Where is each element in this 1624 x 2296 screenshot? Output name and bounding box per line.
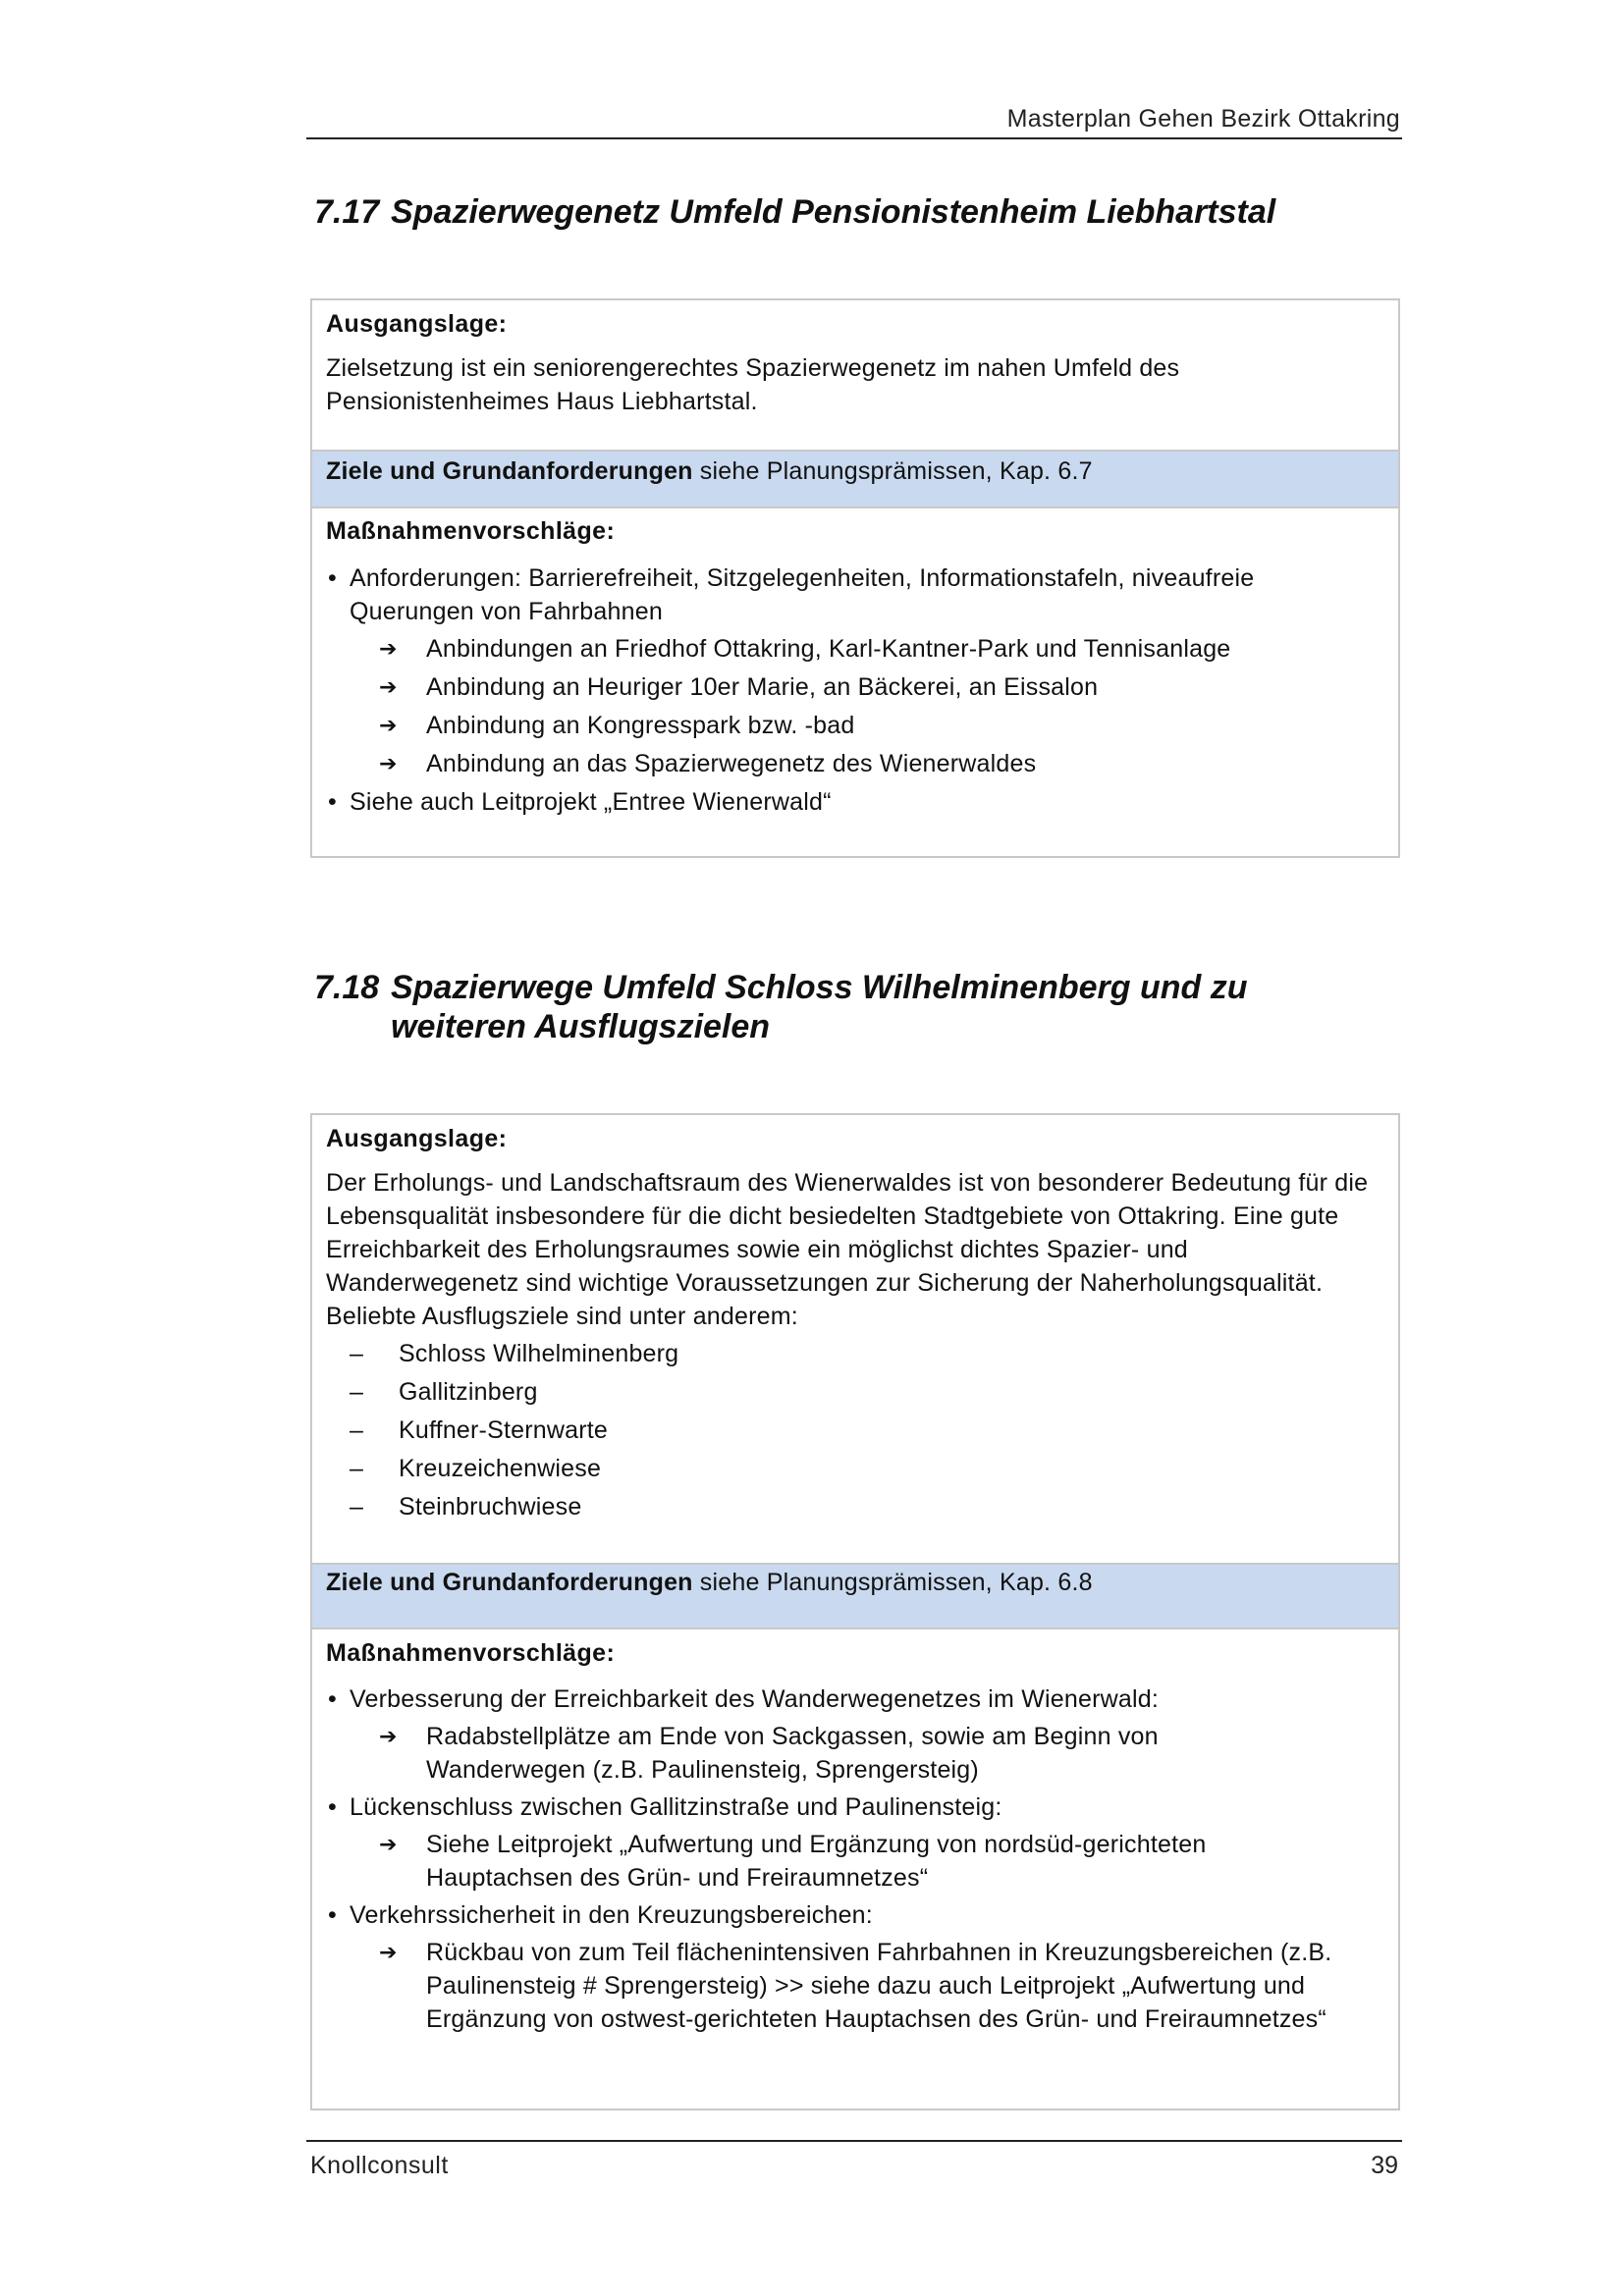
bullet-icon: • (328, 1901, 337, 1929)
arrow-icon: ➔ (379, 636, 398, 661)
arrow-text: Rückbau von zum Teil flächenintensiven Fahrbahnen in Kreuzungsbereichen (z.B. Paulinensteig # Sprengersteig) >> siehe dazu auch Leitprojekt „Aufwertung und Ergänzung von ostwest-gerichteten Hauptachsen des Grün- und Freiraumnetzes“ (426, 1939, 1332, 2033)
footer-rule (306, 2140, 1402, 2142)
list-item (326, 1375, 1384, 1409)
section-number: 7.17 (314, 193, 380, 231)
arrow-text: Anbindung an das Spazierwegenetz des Wienerwaldes (426, 750, 1037, 777)
footer-company: Knollconsult (310, 2152, 449, 2179)
arrow-icon: ➔ (379, 1832, 398, 1856)
list-item (326, 632, 1384, 666)
list-item (326, 1898, 1357, 2036)
massnahmen-label: Maßnahmenvorschläge: (326, 1639, 616, 1667)
ziele-band (312, 450, 1398, 508)
section-7-18-box (310, 1113, 1400, 2110)
arrow-icon: ➔ (379, 751, 398, 775)
dash-icon: – (350, 1416, 364, 1444)
page-header: Masterplan Gehen Bezirk Ottakring (1006, 105, 1400, 133)
list-item (326, 1682, 1357, 1787)
list-item (326, 1828, 1259, 1895)
list-item (326, 561, 1384, 780)
list-item (326, 709, 1384, 742)
ziele-band (312, 1563, 1398, 1629)
list-item (326, 747, 1384, 780)
arrow-icon: ➔ (379, 1940, 398, 1964)
list-text: Gallitzinberg (399, 1378, 538, 1406)
dash-icon: – (350, 1455, 364, 1482)
bullet-text: Verbesserung der Erreichbarkeit des Wanderwegenetzes im Wienerwald: (350, 1685, 1159, 1713)
arrow-icon: ➔ (379, 1724, 398, 1748)
dash-icon: – (350, 1378, 364, 1406)
ziele-bold: Ziele und Grundanforderungen (326, 1569, 693, 1596)
section-title-line1: Spazierwege Umfeld Schloss Wilhelminenberg und zu (391, 969, 1248, 1006)
list-item (326, 1490, 1384, 1523)
section-7-18-title (314, 968, 1394, 1046)
bullet-text: Siehe auch Leitprojekt „Entree Wienerwald“ (350, 788, 832, 816)
list-item (326, 1790, 1357, 1895)
arrow-text: Radabstellplätze am Ende von Sackgassen, sowie am Beginn von Wanderwegen (z.B. Paulinensteig, Sprengersteig) (426, 1723, 1159, 1784)
ziele-ref: siehe Planungsprämissen, Kap. 6.8 (692, 1569, 1093, 1596)
ausgangslage-label: Ausgangslage: (326, 310, 508, 338)
list-text: Schloss Wilhelminenberg (399, 1340, 679, 1367)
arrow-text: Siehe Leitprojekt „Aufwertung und Ergänzung von nordsüd-gerichteten Hauptachsen des Grün- und Freiraumnetzes“ (426, 1831, 1207, 1892)
dash-icon: – (350, 1340, 364, 1367)
bullet-text: Anforderungen: Barrierefreiheit, Sitzgelegenheiten, Informationstafeln, niveaufreie Querungen von Fahrbahnen (350, 564, 1255, 625)
list-text: Kuffner-Sternwarte (399, 1416, 608, 1444)
section-7-17-title (314, 192, 1394, 232)
section-title-text: Spazierwegenetz Umfeld Pensionistenheim Liebhartstal (391, 193, 1276, 231)
ausgangslage-label: Ausgangslage: (326, 1125, 508, 1152)
list-text: Kreuzeichenwiese (399, 1455, 602, 1482)
arrow-text: Anbindung an Heuriger 10er Marie, an Bäckerei, an Eissalon (426, 673, 1099, 701)
list-text: Steinbruchwiese (399, 1493, 582, 1521)
arrow-text: Anbindungen an Friedhof Ottakring, Karl-Kantner-Park und Tennisanlage (426, 635, 1231, 663)
page-number: 39 (1371, 2152, 1398, 2179)
list-item (326, 1337, 1384, 1370)
arrow-text: Anbindung an Kongresspark bzw. -bad (426, 712, 855, 739)
list-item (326, 1414, 1384, 1447)
section-7-17-box (310, 298, 1400, 858)
list-item (326, 670, 1384, 704)
ausgangslage-text: Der Erholungs- und Landschaftsraum des Wienerwaldes ist von besonderer Bedeutung für die Lebensqualität insbesondere für die dicht besiedelten Stadtgebiete von Ottakring. Eine gute Erreichbarkeit des Erholungsraumes sowie ein möglichst dichtes Spazier- und Wanderwegenetz sind wichtige Voraussetzungen zur Sicherung der Naherholungsqualität. Beliebte Ausflugsziele sind unter anderem: (326, 1169, 1369, 1330)
section-number: 7.18 (314, 969, 380, 1006)
dash-icon: – (350, 1493, 364, 1521)
section-title-line2: weiteren Ausflugszielen (391, 1008, 771, 1045)
bullet-icon: • (328, 564, 337, 592)
ziele-bold: Ziele und Grundanforderungen (326, 457, 693, 485)
list-item (326, 1936, 1367, 2036)
bullet-icon: • (328, 788, 337, 816)
arrow-icon: ➔ (379, 713, 398, 737)
bullet-text: Verkehrssicherheit in den Kreuzungsbereichen: (350, 1901, 873, 1929)
header-rule (306, 137, 1402, 139)
list-item (326, 1452, 1384, 1485)
bullet-text: Lückenschluss zwischen Gallitzinstraße und Paulinensteig: (350, 1793, 1002, 1821)
massnahmen-label: Maßnahmenvorschläge: (326, 517, 616, 545)
ziele-ref: siehe Planungsprämissen, Kap. 6.7 (692, 457, 1093, 485)
list-item (326, 785, 1384, 819)
list-item (326, 1720, 1210, 1787)
bullet-icon: • (328, 1793, 337, 1821)
ausgangslage-text: Zielsetzung ist ein seniorengerechtes Spazierwegenetz im nahen Umfeld des Pensionistenheimes Haus Liebhartstal. (326, 354, 1180, 415)
bullet-icon: • (328, 1685, 337, 1713)
arrow-icon: ➔ (379, 674, 398, 699)
